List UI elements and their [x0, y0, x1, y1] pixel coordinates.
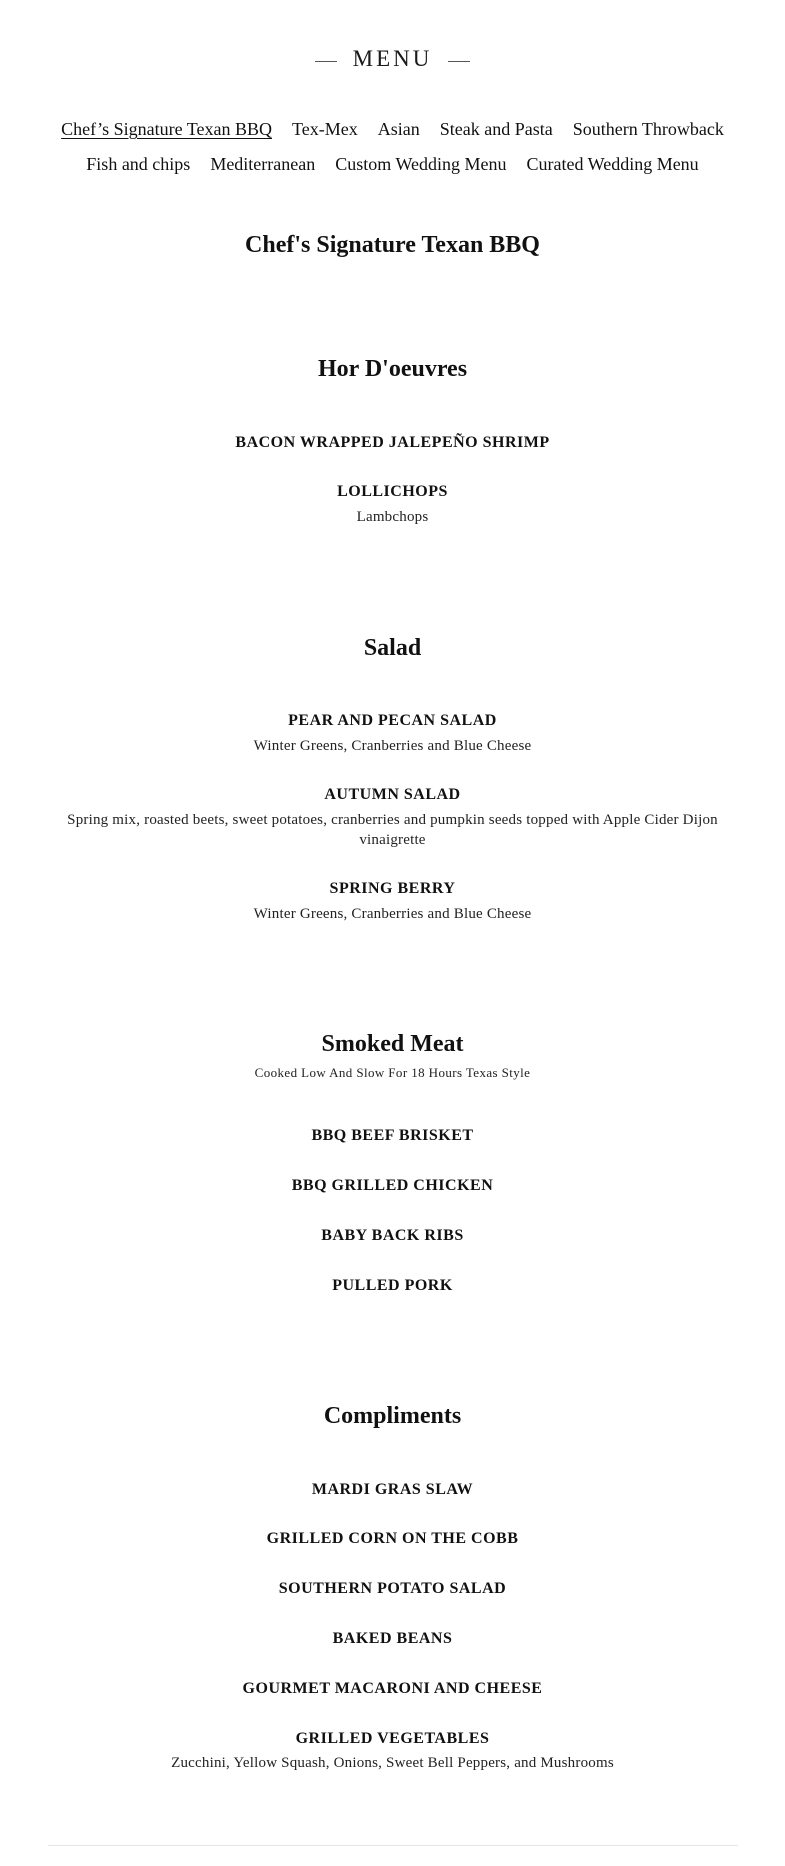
menu-item-name: SOUTHERN POTATO SALAD — [278, 1580, 507, 1597]
nav-item-fish-and-chips[interactable]: Fish and chips — [86, 154, 191, 174]
menu-item-name: BACON WRAPPED JALEPEÑO SHRIMP — [235, 434, 550, 451]
section-title-salad: Salad — [363, 635, 422, 661]
nav-item-mediterranean[interactable]: Mediterranean — [210, 154, 316, 174]
footer-divider — [48, 1845, 738, 1846]
menu-item-description: Spring mix, roasted beets, sweet potatoes, cranberries and pumpkin seeds topped with Apple Cider Dijon vinaigrette — [67, 812, 718, 848]
menu-heading — [0, 46, 785, 72]
menu-nav-row-2 — [0, 154, 785, 175]
menu-item-name: MARDI GRAS SLAW — [311, 1481, 474, 1498]
menu-item-description: Winter Greens, Cranberries and Blue Cheese — [253, 738, 532, 754]
nav-item-southern-throwback[interactable]: Southern Throwback — [572, 119, 724, 139]
menu-item-name: GRILLED CORN ON THE COBB — [266, 1530, 519, 1547]
menu-item-name: SPRING BERRY — [329, 880, 456, 897]
nav-item-curated-wedding-menu[interactable]: Curated Wedding Menu — [526, 154, 699, 174]
nav-item-steak-and-pasta[interactable]: Steak and Pasta — [439, 119, 553, 139]
menu-nav-row-1 — [0, 119, 785, 140]
section-title-hors-doeuvres: Hor D'oeuvres — [317, 356, 468, 382]
menu-item-name: GRILLED VEGETABLES — [295, 1730, 490, 1747]
menu-item-name: BBQ BEEF BRISKET — [311, 1127, 474, 1144]
menu-heading-text: MENU — [352, 46, 433, 71]
menu-item-name: BAKED BEANS — [332, 1630, 453, 1647]
nav-item-tex-mex[interactable]: Tex-Mex — [292, 119, 358, 139]
menu-item-name: BABY BACK RIBS — [321, 1227, 464, 1244]
section-title-compliments: Compliments — [323, 1403, 462, 1429]
menu-item-description: Winter Greens, Cranberries and Blue Cheese — [253, 906, 532, 922]
nav-item-custom-wedding-menu[interactable]: Custom Wedding Menu — [335, 154, 507, 174]
menu-item-description: Lambchops — [356, 509, 429, 525]
menu-item-name: LOLLICHOPS — [337, 483, 448, 500]
menu-item-name: PULLED PORK — [332, 1277, 453, 1294]
heading-dash-left — [315, 61, 337, 62]
menu-item-name: AUTUMN SALAD — [324, 786, 461, 803]
menu-item-name: PEAR AND PECAN SALAD — [288, 712, 497, 729]
section-subtitle: Cooked Low And Slow For 18 Hours Texas Style — [254, 1065, 531, 1080]
heading-dash-right — [448, 61, 470, 62]
menu-item-name: BBQ GRILLED CHICKEN — [291, 1177, 494, 1194]
menu-item-description: Zucchini, Yellow Squash, Onions, Sweet Bell Peppers, and Mushrooms — [171, 1755, 614, 1771]
nav-item-texan-bbq[interactable]: Chef’s Signature Texan BBQ — [61, 119, 273, 139]
page-title: Chef's Signature Texan BBQ — [245, 232, 540, 258]
nav-item-asian[interactable]: Asian — [377, 119, 420, 139]
menu-item-name: GOURMET MACARONI AND CHEESE — [242, 1680, 543, 1697]
section-title-smoked-meat: Smoked Meat — [321, 1031, 464, 1057]
